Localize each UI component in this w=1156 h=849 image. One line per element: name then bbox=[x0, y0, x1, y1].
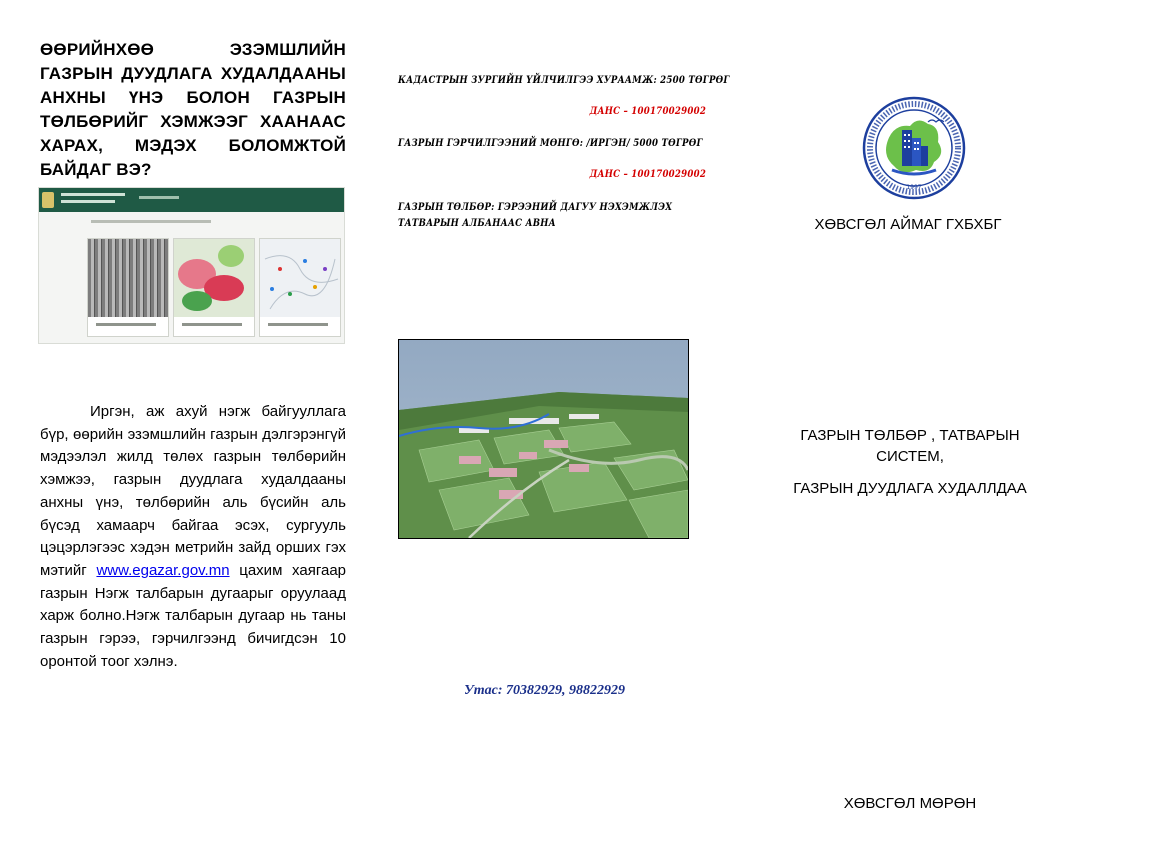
paragraph-text-end: цахим хаягаар газрын Нэгж талбарын дугаарыг оруулаад харж болно.Нэгж талбарын дугаар нь таны газрын гэрээ, гэрчилгээнд бичигдсэн 10 оронтой тоог хэлнэ. bbox=[40, 561, 347, 670]
location-map-thumbnail bbox=[260, 239, 340, 317]
portal-card-land-auction-map bbox=[173, 238, 255, 337]
zoning-map-thumbnail bbox=[174, 239, 254, 317]
instruction-paragraph bbox=[40, 401, 346, 673]
paragraph-text-start: Иргэн, аж ахуй нэгж байгууллага бүр, өөрийн эзэмшлийн газрын дэлгэрэнгүй мэдээлэл жилд төлөх газрын төлбөрийн хэмжээ, газрын дуудлага худалдааны анхны үнэ, төлбөрийн аль бүсийн аль бүсэд хамаарч байгаа эсэх, сургууль цэцэрлэгээс хэдэн метрийн зайд орших гэх мэтийг bbox=[40, 403, 346, 579]
emblem-year: 1997 bbox=[906, 184, 922, 191]
account-number-2: ДАНС – 100170029002 bbox=[589, 168, 706, 180]
account-number-1: ДАНС – 100170029002 bbox=[589, 105, 706, 117]
soyombo-logo-icon bbox=[42, 192, 54, 208]
city-3d-render-image bbox=[398, 339, 689, 539]
system-title-line-1: ГАЗРЫН ТӨЛБӨР , ТАТВАРЫН bbox=[800, 427, 1020, 444]
egazar-portal-screenshot bbox=[38, 187, 345, 344]
auction-title: ГАЗРЫН ДУУДЛАГА ХУДАЛЛДАА bbox=[793, 480, 1027, 497]
system-title bbox=[760, 425, 1060, 467]
city-name: ХӨВСГӨЛ МӨРӨН bbox=[843, 795, 977, 812]
certificate-fee-line: ГАЗРЫН ГЭРЧИЛГЭЭНИЙ МӨНГӨ: /ИРГЭН/ 5000 ТӨГРӨГ bbox=[398, 137, 703, 149]
land-fee-note: ГАЗРЫН ТӨЛБӨР: ГЭРЭЭНИЙ ДАГУУ НЭХЭМЖЛЭХ ТАТВАРЫН АЛБАНААС АВНА bbox=[398, 201, 673, 229]
egazar-link[interactable]: www.egazar.gov.mn bbox=[96, 561, 230, 579]
organization-name: ХӨВСГӨЛ АЙМАГ ГХБХБГ bbox=[814, 216, 1002, 233]
brochure-heading: ӨӨРИЙНХӨӨ ЭЗЭМШЛИЙН ГАЗРЫН ДУУДЛАГА ХУДАЛДААНЫ АНХНЫ ҮНЭ БОЛОН ГАЗРЫН ТӨЛБӨРИЙГ ХЭМЖЭЭГ ХААНААС ХАРАХ, МЭДЭХ БОЛОМЖТОЙ БАЙДАГ ВЭ? bbox=[40, 40, 346, 179]
cadastral-fee-line: КАДАСТРЫН ЗУРГИЙН ҮЙЛЧИЛГЭЭ ХУРААМЖ: 2500 ТӨГРӨГ bbox=[398, 74, 730, 86]
system-title-line-2: СИСТЕМ, bbox=[876, 448, 944, 465]
agency-emblem-logo bbox=[862, 96, 966, 200]
portal-card-location-map bbox=[259, 238, 341, 337]
portal-header-bar bbox=[39, 188, 344, 212]
portal-card-cadastral-map bbox=[87, 238, 169, 337]
phone-numbers: Утас: 70382929, 98822929 bbox=[464, 683, 626, 698]
satellite-map-thumbnail bbox=[88, 239, 168, 317]
